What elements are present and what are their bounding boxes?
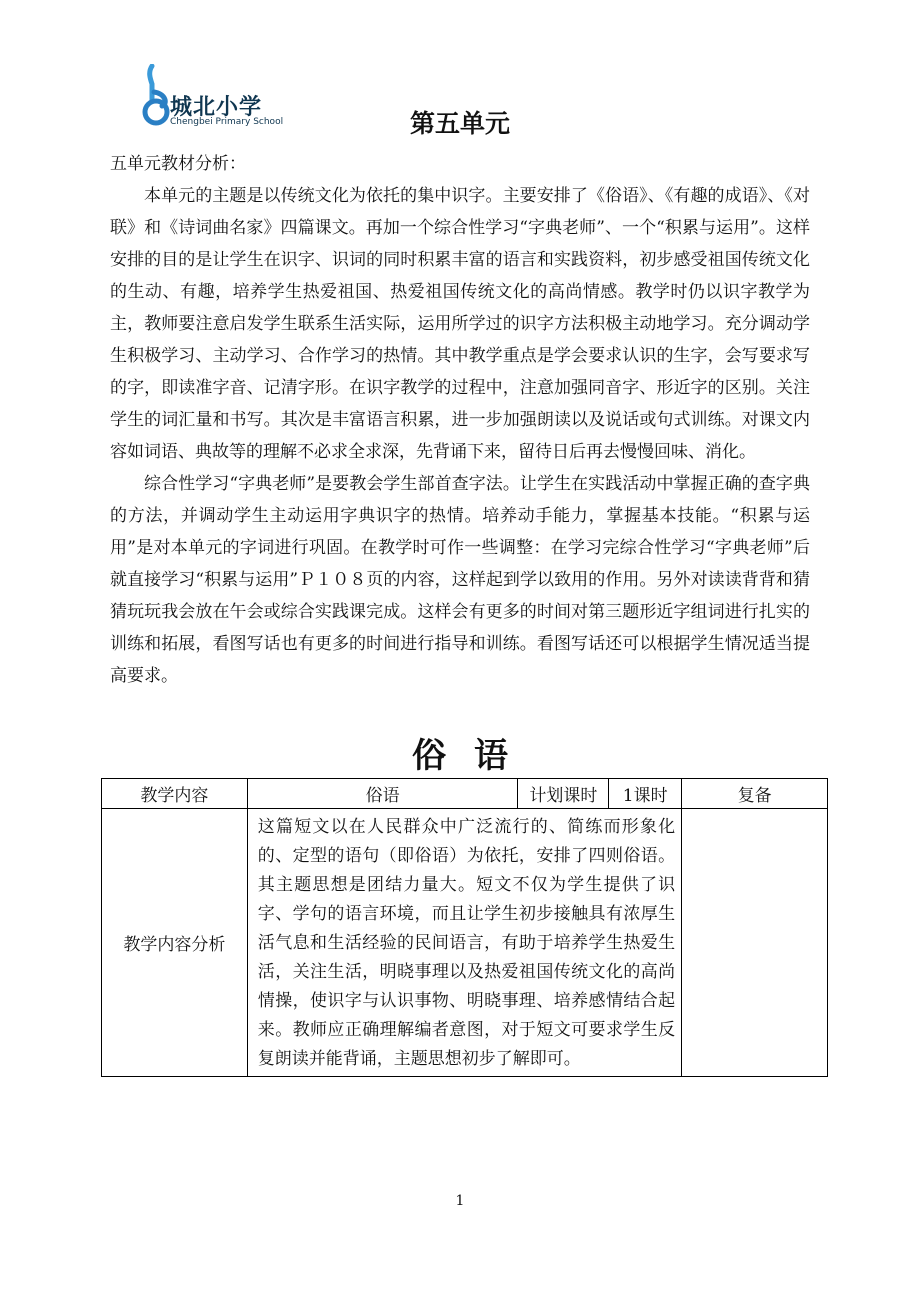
logo-name: 城北小学	[170, 95, 263, 120]
lesson-plan-table	[101, 778, 828, 1077]
table-header-row	[102, 779, 828, 809]
unit-title: 第五单元	[409, 109, 510, 138]
hours-value: 1课时	[609, 779, 682, 809]
page-number: 1	[455, 1193, 465, 1209]
content-label: 教学内容	[102, 779, 248, 809]
paragraph-1: 本单元的主题是以传统文化为依托的集中识字。主要安排了《俗语》、《有趣的成语》、《对联》和《诗词曲名家》四篇课文。再加一个综合性学习“字典老师”、一个“积累与运用”。这样安排的目的是让学生在识字、识词的同时积累丰富的语言和实践资料，初步感受祖国传统文化的生动、有趣，培养学生热爱祖国、热爱祖国传统文化的高尚情感。教学时仍以识字教学为主，教师要注意启发学生联系生活实际，运用所学过的识字方法积极主动地学习。充分调动学生积极学习、主动学习、合作学习的热情。其中教学重点是学会要求认识的生字，会写要求写的字，即读准字音、记清字形。在识字教学的过程中，注意加强同音字、形近字的区别。关注学生的词汇量和书写。其次是丰富语言积累，进一步加强朗读以及说话或句式训练。对课文内容如词语、典故等的理解不必求全求深，先背诵下来，留待日后再去慢慢回味、消化。	[110, 186, 810, 462]
hours-label: 计划课时	[518, 779, 609, 809]
logo-subtitle: Chengbei Primary School	[170, 117, 284, 127]
review-label: 复备	[682, 779, 828, 809]
review-cell	[682, 809, 828, 1077]
analysis-label: 教学内容分析	[102, 809, 248, 1077]
analysis-body	[110, 180, 810, 692]
analysis-row	[102, 809, 828, 1077]
lesson-title: 俗语	[412, 736, 536, 776]
analysis-heading: 五单元教材分析：	[110, 154, 246, 174]
paragraph-2: 综合性学习“字典老师”是要教会学生部首查字法。让学生在实践活动中掌握正确的查字典的方法，并调动学生主动运用字典识字的热情。培养动手能力，掌握基本技能。“积累与运用”是对本单元的字词进行巩固。在教学时可作一些调整：在学习完综合性学习“字典老师”后就直接学习“积累与运用”Ｐ１０８页的内容，这样起到学以致用的作用。另外对读读背背和猜猜玩玩我会放在午会或综合实践课完成。这样会有更多的时间对第三题形近字组词进行扎实的训练和拓展，看图写话也有更多的时间进行指导和训练。看图写话还可以根据学生情况适当提高要求。	[110, 474, 810, 686]
content-value: 俗语	[247, 779, 518, 809]
analysis-text: 这篇短文以在人民群众中广泛流行的、简练而形象化的、定型的语句（即俗语）为依托，安排了四则俗语。其主题思想是团结力量大。短文不仅为学生提供了识字、学句的语言环境，而且让学生初步接触具有浓厚生活气息和生活经验的民间语言，有助于培养学生热爱生活，关注生活，明晓事理以及热爱祖国传统文化的高尚情操，使识字与认识事物、明晓事理、培养感情结合起来。教师应正确理解编者意图，对于短文可要求学生反复朗读并能背诵，主题思想初步了解即可。	[247, 809, 681, 1077]
